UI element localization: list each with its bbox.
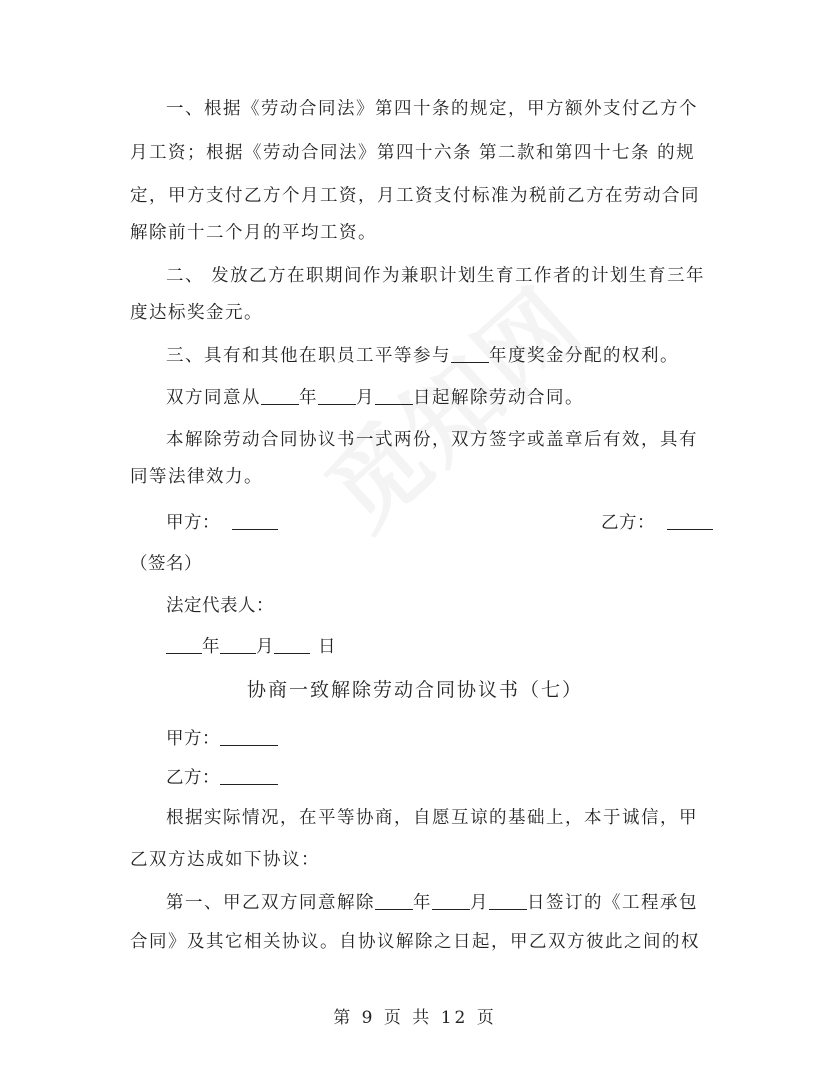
paragraph-7-line-1 (166, 891, 698, 915)
fill-blank (318, 387, 356, 405)
header2-party-b (166, 766, 278, 790)
header2-party-a-label: 甲方： (166, 729, 220, 749)
paragraph-2-line-1: 二、 发放乙方在职期间作为兼职计划生育工作者的计划生育三年 (166, 266, 706, 286)
paragraph-3-text-b: 年度奖金分配的权利。 (489, 346, 679, 366)
paragraph-4 (166, 386, 584, 410)
fill-blank (220, 767, 278, 785)
paragraph-1-line-1: 一、根据《劳动合同法》第四十条的规定，甲方额外支付乙方个 (166, 99, 698, 119)
paragraph-4-text-b: 年 (299, 388, 318, 408)
sign-date-day: 日 (318, 637, 336, 657)
fill-blank (274, 636, 310, 654)
paragraph-4-text-c: 月 (356, 388, 375, 408)
paragraph-3 (166, 344, 679, 368)
header2-party-a (166, 727, 278, 751)
paragraph-5-line-1: 本解除劳动合同协议书一式两份，双方签字或盖章后有效，具有 (166, 430, 698, 450)
fill-blank (375, 892, 413, 910)
paragraph-7-text-b: 年 (413, 893, 432, 913)
page-footer: 第 9 页 共 12 页 (333, 1008, 497, 1028)
paragraph-6-line-2: 乙双方达成如下协议： (130, 850, 320, 870)
sign-date (166, 635, 336, 659)
paragraph-4-text-d: 日起解除劳动合同。 (413, 388, 584, 408)
fill-blank (261, 387, 299, 405)
paragraph-3-text-a: 三、具有和其他在职员工平等参与 (166, 346, 451, 366)
fill-blank (667, 512, 713, 530)
fill-blank (375, 387, 413, 405)
fill-blank (451, 345, 489, 363)
fill-blank (232, 512, 278, 530)
fill-blank (220, 728, 278, 746)
header2-party-b-label: 乙方： (166, 768, 220, 788)
paragraph-6-line-1: 根据实际情况，在平等协商，自愿互谅的基础上，本于诚信，甲 (166, 808, 698, 828)
paragraph-7-text-a: 第一、甲乙双方同意解除 (166, 893, 375, 913)
paragraph-2-line-2: 度达标奖金元。 (130, 303, 263, 323)
fill-blank (489, 892, 527, 910)
paragraph-1-line-2: 月工资；根据《劳动合同法》第四十六条 第二款和第四十七条 的规 (130, 143, 696, 163)
sign-date-month: 月 (256, 637, 274, 657)
signature-label: （签名） (130, 554, 202, 574)
sign-party-a-label: 甲方： (166, 513, 220, 533)
sign-party-b (601, 511, 713, 535)
sign-party-a (166, 511, 278, 535)
sign-party-b-label: 乙方： (601, 513, 655, 533)
paragraph-5-line-2: 同等法律效力。 (130, 467, 263, 487)
sign-date-year: 年 (202, 637, 220, 657)
paragraph-1-line-4: 解除前十二个月的平均工资。 (130, 223, 377, 243)
paragraph-7-line-2: 合同》及其它相关协议。自协议解除之日起，甲乙双方彼此之间的权 (130, 932, 700, 952)
paragraph-4-text-a: 双方同意从 (166, 388, 261, 408)
paragraph-7-text-c: 月 (470, 893, 489, 913)
fill-blank (220, 636, 256, 654)
paragraph-7-text-d: 日签订的《工程承包 (527, 893, 698, 913)
paragraph-1-line-3: 定，甲方支付乙方个月工资，月工资支付标准为税前乙方在劳动合同 (130, 186, 700, 206)
legal-representative-label: 法定代表人： (166, 596, 274, 616)
fill-blank (432, 892, 470, 910)
section-title: 协商一致解除劳动合同协议书（七） (246, 679, 583, 701)
fill-blank (166, 636, 202, 654)
